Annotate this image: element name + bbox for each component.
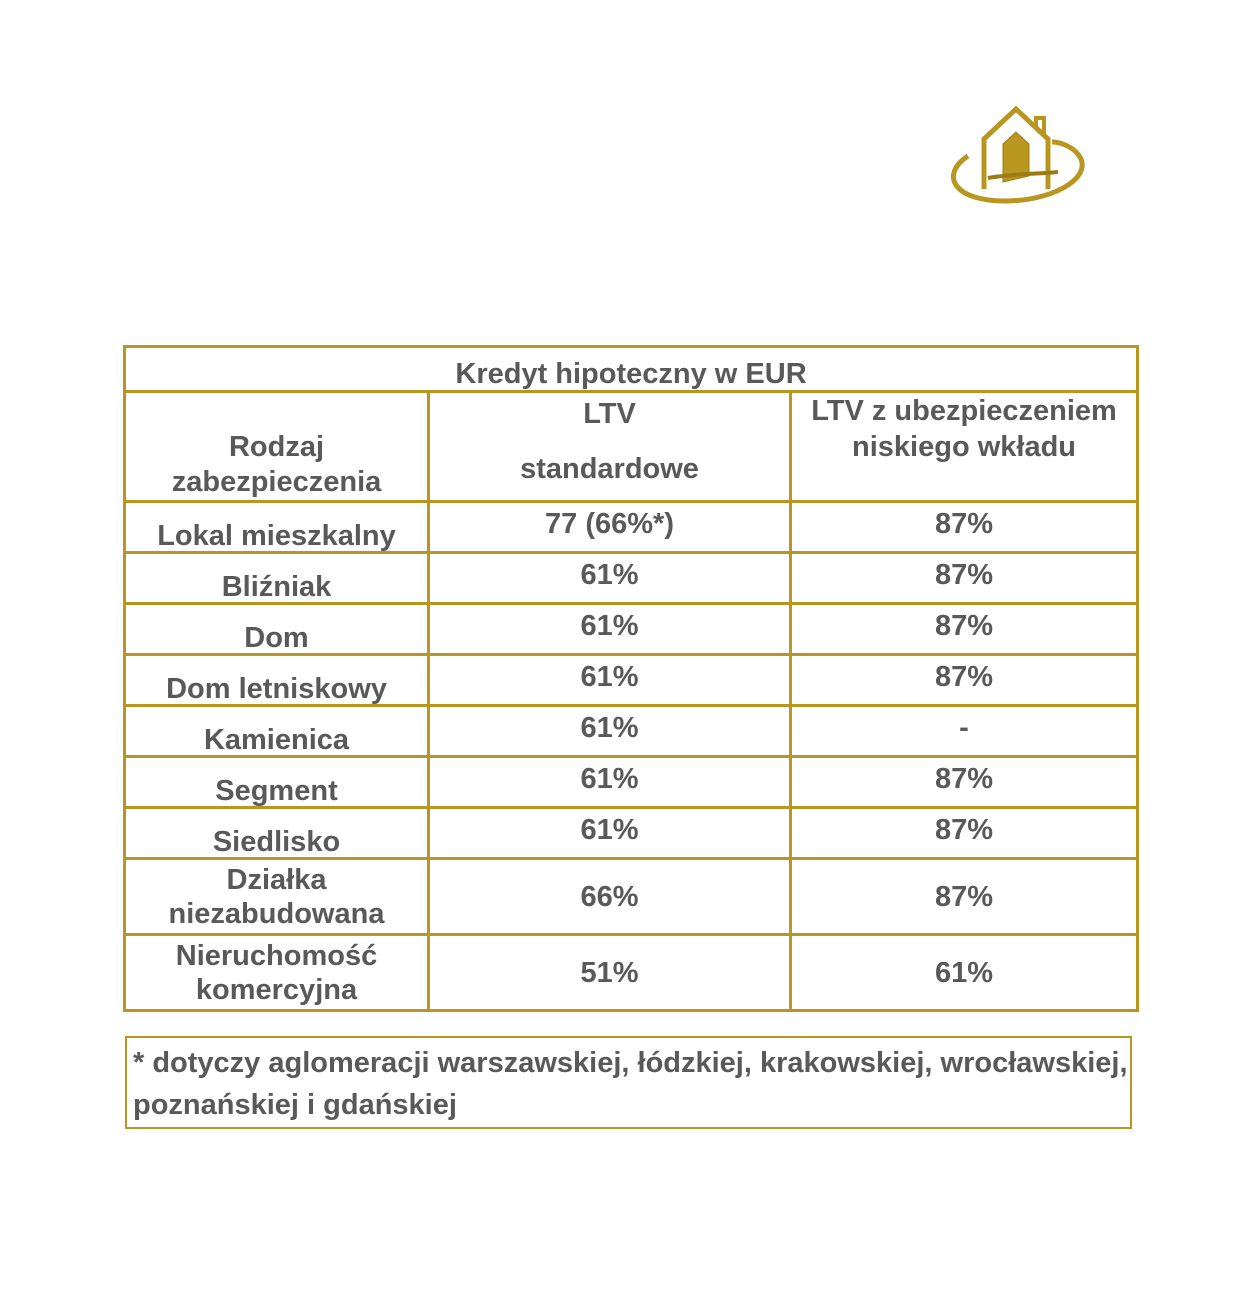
row-label: Bliźniak <box>125 553 429 604</box>
header-collateral-type: Rodzaj zabezpieczenia <box>125 392 429 502</box>
ltv-standard-value: 77 (66%*) <box>429 502 791 553</box>
ltv-insured-value: 87% <box>791 655 1138 706</box>
ltv-insured-value: 87% <box>791 808 1138 859</box>
table-title-row <box>125 347 1138 392</box>
table-row <box>125 502 1138 553</box>
table-row <box>125 757 1138 808</box>
ltv-insured-value: 87% <box>791 757 1138 808</box>
ltv-standard-value: 61% <box>429 553 791 604</box>
table-row <box>125 655 1138 706</box>
ltv-insured-value: 61% <box>791 935 1138 1011</box>
header-ltv-standard-top: LTV <box>583 398 636 430</box>
table-row <box>125 808 1138 859</box>
ltv-standard-value: 51% <box>429 935 791 1011</box>
table-row <box>125 859 1138 935</box>
house-in-orbit-logo <box>948 104 1088 208</box>
table-title: Kredyt hipoteczny w EUR <box>125 347 1138 392</box>
ltv-insured-value: 87% <box>791 553 1138 604</box>
footnote: * dotyczy aglomeracji warszawskiej, łódzkiej, krakowskiej, wrocławskiej, poznańskiej i gdańskiej <box>125 1036 1132 1129</box>
header-ltv-insured: LTV z ubezpieczeniem niskiego wkładu <box>791 392 1138 502</box>
ltv-insured-value: - <box>791 706 1138 757</box>
ltv-standard-value: 61% <box>429 757 791 808</box>
row-label: Siedlisko <box>125 808 429 859</box>
table-header-row <box>125 392 1138 502</box>
ltv-insured-value: 87% <box>791 859 1138 935</box>
ltv-standard-value: 61% <box>429 655 791 706</box>
ltv-standard-value: 61% <box>429 808 791 859</box>
row-label: Lokal mieszkalny <box>125 502 429 553</box>
header-ltv-standard-bottom: standardowe <box>520 453 699 485</box>
ltv-standard-value: 61% <box>429 604 791 655</box>
ltv-insured-value: 87% <box>791 604 1138 655</box>
row-label: Kamienica <box>125 706 429 757</box>
ltv-table <box>123 345 1139 1012</box>
table-row <box>125 706 1138 757</box>
ltv-insured-value: 87% <box>791 502 1138 553</box>
row-label: Segment <box>125 757 429 808</box>
row-label: Dom <box>125 604 429 655</box>
table-row <box>125 553 1138 604</box>
table-row <box>125 935 1138 1011</box>
row-label: Dom letniskowy <box>125 655 429 706</box>
ltv-standard-value: 66% <box>429 859 791 935</box>
header-ltv-standard <box>429 392 791 502</box>
table-row <box>125 604 1138 655</box>
row-label: Nieruchomość komercyjna <box>125 935 429 1011</box>
ltv-standard-value: 61% <box>429 706 791 757</box>
row-label: Działka niezabudowana <box>125 859 429 935</box>
